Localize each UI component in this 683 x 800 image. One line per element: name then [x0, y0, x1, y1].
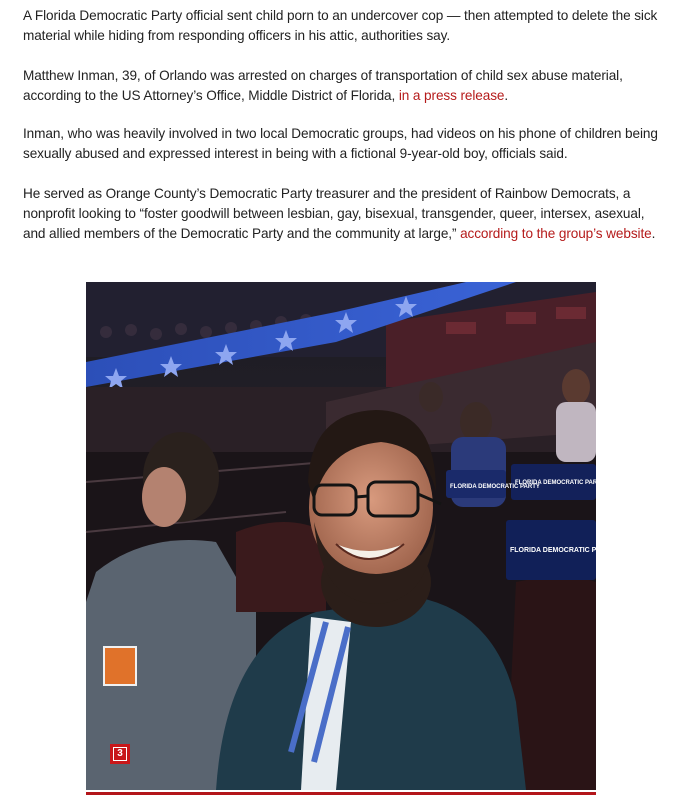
paragraph-4-tail: .	[651, 226, 656, 241]
sign-1-text: FLORIDA DEMOCRATIC PARTY	[450, 484, 540, 490]
sign-3-text: FLORIDA DEMOCRATIC PARTY	[510, 547, 615, 554]
paragraph-3-text: Inman, who was heavily involved in two local Democratic groups, had videos on his phone of children being sexually abused and expressed interest in being with a fictional 9-year-old boy, officials said.	[23, 126, 658, 161]
sign-2-text: FLORIDA DEMOCRATIC PARTY	[515, 480, 605, 486]
gallery-count: 3	[113, 747, 127, 761]
paragraph-2	[23, 66, 663, 106]
group-website-link[interactable]: according to the group’s website	[460, 226, 652, 241]
paragraph-4	[23, 184, 663, 244]
paragraph-2-tail: .	[504, 88, 509, 103]
paragraph-3	[23, 124, 663, 164]
paragraph-2-text: Matthew Inman, 39, of Orlando was arrested on charges of transportation of child sex abuse material, according to the US Attorney’s Office, Middle District of Florida,	[23, 68, 623, 103]
photo-divider	[86, 792, 596, 795]
paragraph-1	[23, 6, 663, 46]
paragraph-4-text: He served as Orange County’s Democratic Party treasurer and the president of Rainbow Democrats, a nonprofit looking to “foster goodwill between lesbian, gay, bisexual, transgender, queer, intersex, asexual, and allied members of the Democratic Party and the community at large,”	[23, 186, 645, 241]
gallery-icon[interactable]	[110, 744, 130, 764]
press-release-link[interactable]: in a press release	[398, 88, 505, 103]
paragraph-1-text: A Florida Democratic Party official sent child porn to an undercover cop — then attempted to delete the sick material while hiding from responding officers in his attic, authorities say.	[23, 8, 658, 43]
article-photo[interactable]	[86, 282, 615, 790]
